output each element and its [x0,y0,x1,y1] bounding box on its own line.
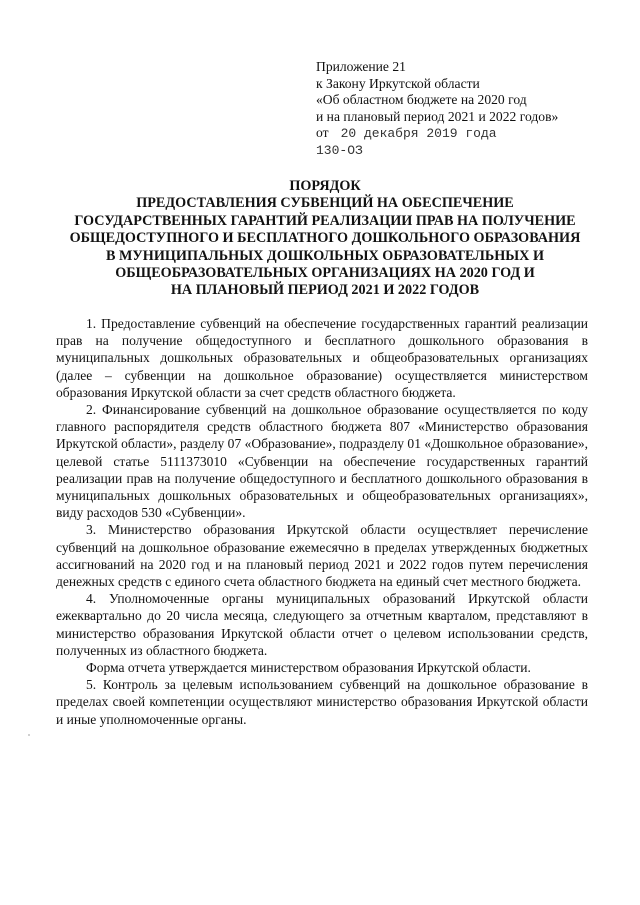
appendix-line: и на плановый период 2021 и 2022 годов» [316,108,559,124]
title-line: В МУНИЦИПАЛЬНЫХ ДОШКОЛЬНЫХ ОБРАЗОВАТЕЛЬНЫХ И [105,247,545,264]
paragraph-1: 1. Предоставление субвенций на обеспечение государственных гарантий реализации прав на получение общедоступного и бесплатного дошкольного образования в муниципальных дошкольных образовательных и общеобразовательных организациях (далее – субвенции на дошкольное образование) осуществляется министерством образования Иркутской области за счет средств областного бюджета. [56,316,588,400]
scan-speck [28,734,30,736]
paragraph-5: 5. Контроль за целевым использованием субвенций на дошкольное образование в пределах своей компетенции осуществляют министерство образования Иркутской области и иные уполномоченные органы. [56,677,588,727]
appendix-header [316,59,626,160]
title-line: ОБЩЕОБРАЗОВАТЕЛЬНЫХ ОРГАНИЗАЦИЯХ НА 2020 ГОД И [115,265,535,282]
appendix-line: «Об областном бюджете на 2020 год [316,92,527,108]
title-line: ГОСУДАРСТВЕННЫХ ГАРАНТИЙ РЕАЛИЗАЦИИ ПРАВ НА ПОЛУЧЕНИЕ [74,212,576,229]
paragraph-3: 3. Министерство образования Иркутской области осуществляет перечисление субвенций на дошкольное образование ежемесячно в пределах утвержденных бюджетных ассигнований на 2020 год и на плановый период 2021 и 2022 годов путем перечисления денежных средств с единого счета областного бюджета на единый счет местного бюджета. [56,522,588,590]
law-number: 130-ОЗ [316,142,363,158]
paragraph-4: 4. Уполномоченные органы муниципальных образований Иркутской области ежеквартально до 20 числа месяца, следующего за отчетным кварталом, представляют в министерство образования Иркутской области отчет о целевом использовании средств, полученных из областного бюджета. [56,591,588,658]
document-title [50,178,600,300]
paragraph-4-form: Форма отчета утверждается министерством образования Иркутской области. [86,660,531,676]
title-line: ПОРЯДОК [289,178,361,194]
document-body [56,315,588,728]
appendix-date-line [316,125,626,143]
from-label: от [316,125,329,141]
paragraph-2: 2. Финансирование субвенций на дошкольное образование осуществляется по коду главного распорядителя средств областного бюджета 807 «Министерство образования Иркутской области», разделу 07 «Образование», подразделу 01 «Дошкольное образование», целевой статье 5111373010 «Субвенции на обеспечение государственных гарантий реализации прав на получение общедоступного и бесплатного дошкольного образования в муниципальных дошкольных образовательных и общеобразовательных организациях», виду расходов 530 «Субвенции». [56,402,588,521]
law-date: 20 декабря 2019 года [340,126,497,142]
title-line: ПРЕДОСТАВЛЕНИЯ СУБВЕНЦИЙ НА ОБЕСПЕЧЕНИЕ [136,195,514,212]
appendix-line: к Закону Иркутской области [316,75,480,91]
title-line: НА ПЛАНОВЫЙ ПЕРИОД 2021 И 2022 ГОДОВ [170,282,480,299]
appendix-line: Приложение 21 [316,59,406,74]
title-line: ОБЩЕДОСТУПНОГО И БЕСПЛАТНОГО ДОШКОЛЬНОГО ОБРАЗОВАНИЯ [69,230,581,247]
